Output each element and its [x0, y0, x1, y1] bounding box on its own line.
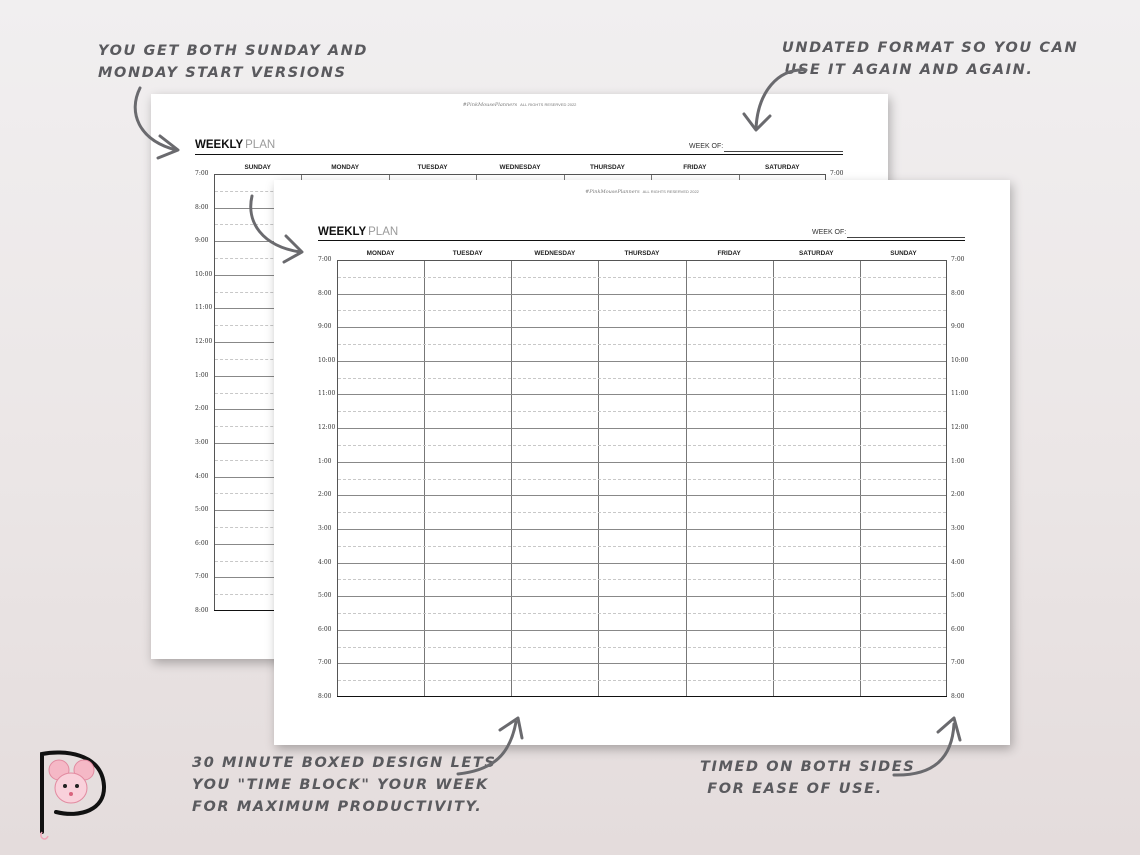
week-of-line	[847, 237, 965, 238]
rights-text: ALL RIGHTS RESERVED 2022	[520, 102, 577, 107]
time-label: 8:00	[318, 289, 332, 297]
half-hour-line	[338, 579, 946, 580]
time-label: 2:00	[318, 491, 332, 499]
brand-name: #PinkMousePlanners	[585, 189, 640, 195]
time-label: 10:00	[195, 270, 213, 278]
week-of-label: WEEK OF:	[689, 143, 724, 150]
page-title	[318, 226, 398, 238]
time-label: 12:00	[318, 424, 336, 432]
hour-line	[338, 462, 946, 463]
day-header: THURSDAY	[624, 250, 660, 257]
time-label: 1:00	[951, 457, 965, 465]
time-label: 3:00	[195, 438, 209, 446]
callout-time-block	[192, 752, 497, 818]
time-label: 6:00	[195, 539, 209, 547]
pink-mouse-p-logo-icon	[32, 748, 112, 844]
time-label: 7:00	[318, 659, 332, 667]
half-hour-line	[338, 445, 946, 446]
time-label: 10:00	[951, 356, 969, 364]
hour-line	[338, 596, 946, 597]
time-label: 11:00	[318, 390, 336, 398]
day-header: TUESDAY	[417, 164, 448, 171]
time-label: 10:00	[318, 356, 336, 364]
callout-timed-both-sides	[700, 756, 916, 800]
half-hour-line	[338, 647, 946, 648]
time-label: 8:00	[195, 607, 209, 614]
day-header: SATURDAY	[799, 250, 834, 257]
half-hour-line	[338, 344, 946, 345]
callout-line: FOR MAXIMUM PRODUCTIVITY.	[192, 799, 483, 815]
callout-line: MONDAY START VERSIONS	[98, 65, 347, 81]
brand-name: #PinkMousePlanners	[462, 102, 518, 108]
page-title	[195, 139, 275, 151]
day-header: WEDNESDAY	[499, 164, 541, 171]
callout-both-versions	[98, 40, 369, 84]
day-header: MONDAY	[366, 250, 395, 257]
time-label: 12:00	[195, 338, 213, 346]
callout-line: USE IT AGAIN AND AGAIN.	[784, 62, 1034, 78]
title-rule	[318, 240, 965, 241]
hour-line	[338, 495, 946, 496]
hour-line	[338, 394, 946, 395]
time-label: 7:00	[318, 256, 332, 263]
time-label: 2:00	[951, 491, 965, 499]
time-label: 12:00	[951, 424, 969, 432]
callout-line: YOU "TIME BLOCK" YOUR WEEK	[192, 777, 489, 793]
time-label: 7:00	[830, 170, 844, 177]
time-label: 5:00	[951, 592, 965, 600]
title-weekly: WEEKLY	[195, 139, 244, 151]
time-label: 8:00	[951, 289, 965, 297]
time-label: 9:00	[318, 323, 332, 331]
hour-line	[338, 563, 946, 564]
planner-sheet-monday-start	[274, 180, 1010, 745]
time-label: 6:00	[318, 625, 332, 633]
half-hour-line	[338, 310, 946, 311]
time-label: 11:00	[951, 390, 969, 398]
day-header: FRIDAY	[683, 164, 707, 171]
day-header: TUESDAY	[452, 250, 483, 257]
half-hour-line	[338, 277, 946, 278]
time-label: 1:00	[195, 371, 209, 379]
brand-line	[274, 189, 1010, 195]
schedule-grid	[337, 260, 947, 697]
day-header: WEDNESDAY	[534, 250, 576, 257]
time-label: 9:00	[951, 323, 965, 331]
hour-line	[338, 327, 946, 328]
title-weekly: WEEKLY	[318, 226, 367, 238]
callout-line: 30 MINUTE BOXED DESIGN LETS	[192, 755, 497, 771]
half-hour-line	[338, 378, 946, 379]
time-label: 2:00	[195, 405, 209, 413]
time-label: 11:00	[195, 304, 213, 312]
half-hour-line	[338, 411, 946, 412]
week-of-line	[724, 151, 843, 152]
time-label: 3:00	[951, 524, 965, 532]
brand-line	[151, 102, 888, 108]
hour-line	[338, 361, 946, 362]
time-label: 7:00	[951, 659, 965, 667]
time-label: 7:00	[195, 573, 209, 581]
day-header: SUNDAY	[890, 250, 917, 257]
day-header: MONDAY	[331, 164, 360, 171]
time-label: 3:00	[318, 524, 332, 532]
title-plan: PLAN	[368, 226, 399, 238]
callout-line: UNDATED FORMAT SO YOU CAN	[782, 40, 1079, 56]
time-label: 9:00	[195, 237, 209, 245]
time-label: 5:00	[195, 506, 209, 514]
half-hour-line	[338, 546, 946, 547]
hour-line	[338, 294, 946, 295]
time-label: 8:00	[318, 693, 332, 700]
callout-line: YOU GET BOTH SUNDAY AND	[98, 43, 369, 59]
hour-line	[338, 663, 946, 664]
week-of-label: WEEK OF:	[812, 229, 847, 236]
time-label: 4:00	[951, 558, 965, 566]
time-label: 5:00	[318, 592, 332, 600]
time-label: 8:00	[195, 203, 209, 211]
callout-line: FOR EASE OF USE.	[707, 781, 883, 797]
day-header: SATURDAY	[765, 164, 800, 171]
grid-bottom-rule	[337, 696, 947, 697]
hour-line	[338, 529, 946, 530]
day-header: THURSDAY	[589, 164, 625, 171]
time-label: 6:00	[951, 625, 965, 633]
time-label: 4:00	[318, 558, 332, 566]
time-label: 4:00	[195, 472, 209, 480]
day-header: SUNDAY	[244, 164, 271, 171]
half-hour-line	[338, 512, 946, 513]
time-label: 7:00	[195, 170, 209, 177]
rights-text: ALL RIGHTS RESERVED 2022	[642, 189, 699, 194]
time-label: 1:00	[318, 457, 332, 465]
half-hour-line	[338, 613, 946, 614]
hour-line	[338, 428, 946, 429]
title-rule	[195, 154, 843, 155]
half-hour-line	[338, 479, 946, 480]
day-header: FRIDAY	[717, 250, 741, 257]
hour-line	[338, 630, 946, 631]
title-plan: PLAN	[245, 139, 276, 151]
half-hour-line	[338, 680, 946, 681]
callout-undated-format	[782, 37, 1079, 81]
callout-line: TIMED ON BOTH SIDES	[700, 759, 916, 775]
time-label: 7:00	[951, 256, 965, 263]
time-label: 8:00	[951, 693, 965, 700]
